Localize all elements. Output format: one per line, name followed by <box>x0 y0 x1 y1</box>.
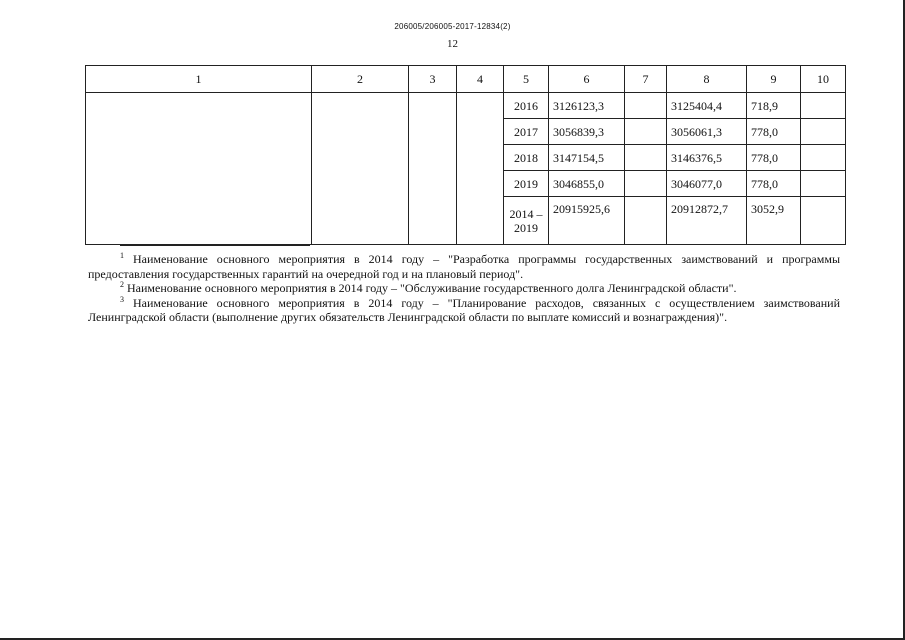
footnote-3 <box>88 296 840 325</box>
value-cell: 778,0 <box>747 171 801 197</box>
year-cell: 2017 <box>504 119 549 145</box>
footnote-mark: 3 <box>120 294 124 304</box>
value-cell <box>801 171 846 197</box>
footnote-text: Наименование основного мероприятия в 2014 году – "Разработка программы государственных заимствований и программы предоставления государственных гарантий на очередной год и на плановый период". <box>88 252 841 281</box>
document-id: 206005/206005-2017-12834(2) <box>394 22 511 31</box>
value-cell: 20915925,6 <box>549 197 625 245</box>
column-header: 10 <box>801 66 846 93</box>
value-cell: 3052,9 <box>747 197 801 245</box>
column-header: 4 <box>457 66 504 93</box>
value-cell <box>625 197 667 245</box>
footnotes <box>88 252 840 325</box>
value-cell: 3056839,3 <box>549 119 625 145</box>
column-header: 2 <box>312 66 409 93</box>
footnote-mark: 2 <box>120 280 124 289</box>
column-header: 1 <box>86 66 312 93</box>
value-cell <box>625 171 667 197</box>
value-cell: 3125404,4 <box>667 93 747 119</box>
budget-table <box>85 65 846 245</box>
column-header: 8 <box>667 66 747 93</box>
column-header: 3 <box>409 66 457 93</box>
value-cell: 778,0 <box>747 145 801 171</box>
year-range-cell <box>504 197 549 245</box>
value-cell: 3146376,5 <box>667 145 747 171</box>
column-header: 5 <box>504 66 549 93</box>
column-header: 9 <box>747 66 801 93</box>
merged-cell-col4 <box>457 93 504 245</box>
table-header-row <box>86 66 846 93</box>
value-cell: 3056061,3 <box>667 119 747 145</box>
year-cell: 2018 <box>504 145 549 171</box>
value-cell <box>801 93 846 119</box>
year-range-end: 2019 <box>514 220 538 235</box>
footnote-1 <box>88 252 840 281</box>
year-cell: 2016 <box>504 93 549 119</box>
value-cell: 3046077,0 <box>667 171 747 197</box>
value-cell <box>625 119 667 145</box>
value-cell <box>801 197 846 245</box>
footnote-text: Наименование основного мероприятия в 2014 году – "Планирование расходов, связанных с осуществлением заимствований Ленинградской области (выполнение других обязательств Ленинградской области по выплате комиссий и вознаграждения)". <box>88 295 841 324</box>
footnote-text: Наименование основного мероприятия в 2014 году – "Обслуживание государственного долга Ленинградской области". <box>127 281 737 295</box>
page-number: 12 <box>447 38 458 50</box>
footnote-separator <box>120 245 310 246</box>
value-cell <box>801 119 846 145</box>
year-cell: 2019 <box>504 171 549 197</box>
merged-cell-col2 <box>312 93 409 245</box>
value-cell: 718,9 <box>747 93 801 119</box>
value-cell: 3126123,3 <box>549 93 625 119</box>
column-header: 7 <box>625 66 667 93</box>
year-range-start: 2014 – <box>509 206 543 221</box>
value-cell <box>625 145 667 171</box>
value-cell: 3046855,0 <box>549 171 625 197</box>
value-cell: 778,0 <box>747 119 801 145</box>
merged-cell-col1 <box>86 93 312 245</box>
value-cell <box>625 93 667 119</box>
footnote-2 <box>88 281 840 296</box>
value-cell <box>801 145 846 171</box>
value-cell: 3147154,5 <box>549 145 625 171</box>
merged-cell-col3 <box>409 93 457 245</box>
value-cell: 20912872,7 <box>667 197 747 245</box>
footnote-mark: 1 <box>120 251 124 260</box>
table-row <box>86 93 846 119</box>
column-header: 6 <box>549 66 625 93</box>
